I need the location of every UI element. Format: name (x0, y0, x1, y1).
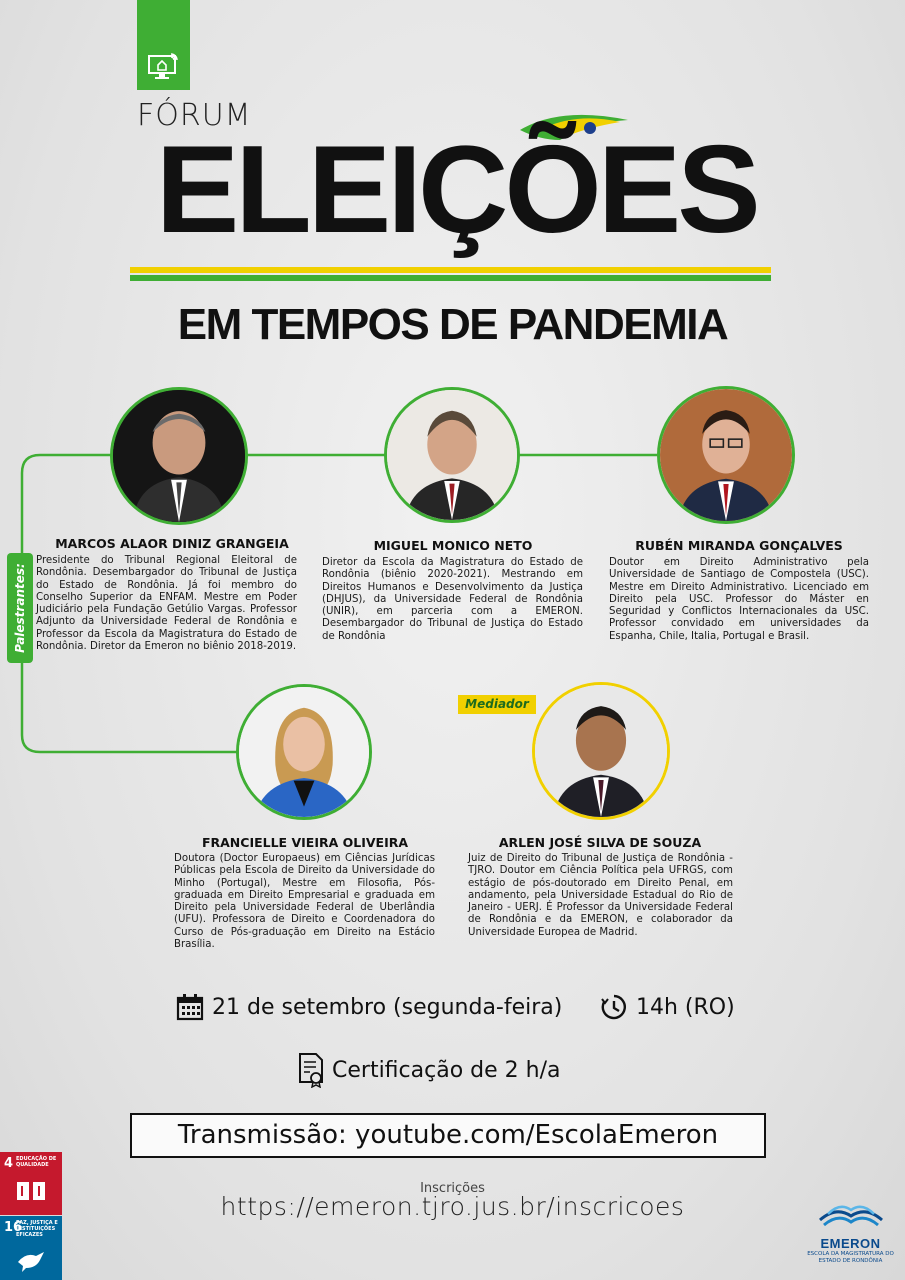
emeron-brand: EMERON (820, 1236, 881, 1251)
yellow-stripe (130, 267, 771, 273)
subtitle: EM TEMPOS DE PANDEMIA (177, 300, 728, 349)
certification-text: Certificação de 2 h/a (332, 1057, 561, 1083)
date-line (176, 993, 562, 1021)
speaker-bio-2: Diretor da Escola da Magistratura do Estado de Rondônia (biênio 2020-2021). Mestrando em Direitos Humanos e Desenvolvimento da Justiça (DHJUS), da Universidade Federal de Rondônia (UNIR), em parceria com a EMERON. Desembargador do Tribunal de Justiça do Estado de Rondônia (322, 557, 583, 642)
ods-16-badge: 16 PAZ, JUSTIÇA E INSTITUIÇÕES EFICAZES (0, 1216, 62, 1280)
mediator-photo (532, 682, 670, 820)
speaker-name-3: RUBÉN MIRANDA GONÇALVES (635, 538, 843, 553)
time-line (600, 993, 735, 1021)
speaker-name-1: MARCOS ALAOR DINIZ GRANGEIA (55, 536, 289, 551)
registration-url[interactable]: https://emeron.tjro.jus.br/inscricoes (220, 1192, 685, 1221)
speakers-tag: Palestrantes: (7, 553, 33, 663)
speaker-name-4: FRANCIELLE VIEIRA OLIVEIRA (201, 835, 409, 850)
open-book-logo-icon (816, 1200, 886, 1230)
emeron-logo (798, 1200, 903, 1265)
certificate-icon (298, 1052, 324, 1088)
monitor-icon (147, 52, 181, 82)
speaker-photo-2 (384, 387, 520, 523)
speaker-name-2: MIGUEL MONICO NETO (373, 538, 533, 553)
main-title: ELEIÇÕES (155, 121, 757, 259)
event-date: 21 de setembro (segunda-feira) (212, 994, 563, 1020)
speaker-bio-1: Presidente do Tribunal Regional Eleitoral de Rondônia. Desembargador do Tribunal de Justiça do Estado de Rondônia. Já foi membro do Conselho Superior da ENFAM. Mestre em Poder Judiciário pela Fundação Getúlio Vargas. Professor Adjunto da Universidade Federal de Rondônia e Professor da Escola da Magistratura do Estado de Rondônia. Diretor da Emeron no biênio 2018-2019. (36, 555, 297, 653)
registration-label: Inscrições (420, 1181, 485, 1196)
event-time: 14h (RO) (636, 994, 735, 1020)
book-icon (14, 1178, 48, 1204)
green-stripe (130, 275, 771, 281)
forum-word: FÓRUM (137, 98, 252, 133)
clock-icon (600, 993, 628, 1021)
speaker-photo-1 (110, 387, 248, 525)
emeron-subtitle: ESCOLA DA MAGISTRATURA DO ESTADO DE RONDÔNIA (807, 1251, 894, 1264)
speaker-bio-3: Doutor em Direito Administrativo pela Universidade de Santiago de Compostela (USC). Mestre em Direito Administrativo. Licenciado em Direito pela USC. Professor do Máster en Seguridad y Conflictos Internacionales da USC. Professor convidado em universidades da Espanha, Chile, Italia, Portugal e Brasil. (609, 557, 869, 642)
transmission-box[interactable]: Transmissão: youtube.com/EscolaEmeron (130, 1113, 766, 1158)
mediator-tag: Mediador (458, 695, 536, 714)
speaker-photo-4 (236, 684, 372, 820)
speaker-bio-4: Doutora (Doctor Europaeus) em Ciências Jurídicas Públicas pela Escola de Direito da Universidade do Minho (Portugal), Mestre em Filosofia, Pós-graduada em Direito Empresarial e graduada em Direito pela Universidade Federal de Uberlândia (UFU). Professora de Direito e Coordenadora do Curso de Pós-graduação em Direito na Estácio Brasília. (174, 853, 435, 951)
ods-4-badge: 4 EDUCAÇÃO DE QUALIDADE (0, 1152, 62, 1215)
calendar-icon (176, 993, 204, 1021)
top-tab (137, 0, 190, 90)
speaker-photo-3 (657, 386, 795, 524)
speaker-name-5: ARLEN JOSÉ SILVA DE SOUZA (498, 835, 702, 850)
dove-icon (16, 1248, 48, 1274)
certification-line (298, 1052, 560, 1088)
speaker-bio-5: Juiz de Direito do Tribunal de Justiça de Rondônia - TJRO. Doutor em Ciência Política pela UFRGS, com estágio de pós-doutorado em Direito Penal, em andamento, pela Universidade Estadual do Rio de Janeiro - UERJ. É Professor da Universidade Federal de Rondônia e da EMERON, e colaborador da Universidade Europea de Madrid. (468, 853, 733, 938)
